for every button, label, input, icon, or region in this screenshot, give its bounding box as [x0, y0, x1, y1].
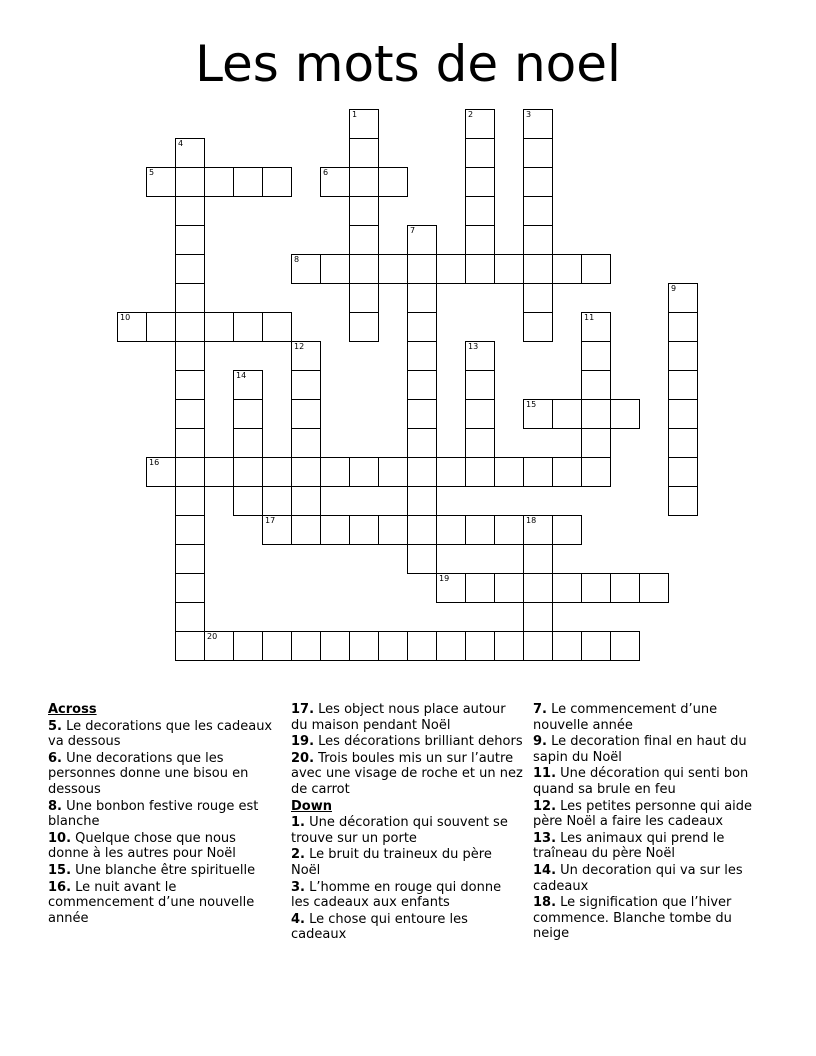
grid-cell[interactable] [407, 544, 437, 574]
grid-cell[interactable] [523, 312, 553, 342]
grid-cell[interactable] [465, 138, 495, 168]
grid-cell[interactable] [349, 312, 379, 342]
down-clue-12 [533, 799, 765, 830]
across-clue-16 [48, 880, 276, 927]
clue-text: Un decoration qui va sur les cadeaux [533, 862, 743, 894]
clues-column-2 [291, 702, 523, 944]
clue-label: 2. [291, 847, 305, 863]
down-clue-3 [291, 880, 523, 911]
clue-label: 1. [291, 815, 305, 831]
clue-text: Les animaux qui prend le traîneau du père Noël [533, 830, 725, 862]
down-clue-2 [291, 847, 523, 878]
grid-cell[interactable] [233, 370, 263, 400]
grid-cell[interactable] [291, 631, 321, 661]
grid-cell[interactable] [204, 631, 234, 661]
grid-cell[interactable] [465, 399, 495, 429]
grid-cell[interactable] [465, 225, 495, 255]
down-clue-1 [291, 815, 523, 846]
clue-text: Une blanche être spirituelle [71, 862, 256, 878]
clue-label: 18. [533, 895, 557, 911]
clue-label: 10. [48, 830, 72, 846]
grid-cell[interactable] [581, 631, 611, 661]
grid-cell[interactable] [175, 283, 205, 313]
grid-cell[interactable] [291, 428, 321, 458]
down-clue-18 [533, 895, 765, 942]
grid-cell[interactable] [668, 312, 698, 342]
grid-cell[interactable] [349, 138, 379, 168]
grid-cell[interactable] [465, 428, 495, 458]
grid-cell[interactable] [523, 225, 553, 255]
grid-cell[interactable] [407, 457, 437, 487]
grid-cell[interactable] [523, 167, 553, 197]
clue-label: 8. [48, 798, 62, 814]
clue-label: 5. [48, 718, 62, 734]
across-clue-20 [291, 751, 523, 798]
grid-cell[interactable] [581, 573, 611, 603]
grid-cell[interactable] [291, 254, 321, 284]
grid-cell[interactable] [552, 399, 582, 429]
grid-cell[interactable] [175, 341, 205, 371]
grid-cell[interactable] [262, 167, 292, 197]
clue-number-10: 10 [120, 313, 131, 322]
clue-label: 20. [291, 750, 315, 766]
grid-cell[interactable] [523, 573, 553, 603]
grid-cell[interactable] [581, 254, 611, 284]
grid-cell[interactable] [175, 312, 205, 342]
clue-label: 14. [533, 862, 557, 878]
grid-cell[interactable] [436, 457, 466, 487]
grid-cell[interactable] [378, 254, 408, 284]
clue-text: Les object nous place autour du maison pendant Noël [291, 702, 506, 733]
grid-cell[interactable] [523, 457, 553, 487]
grid-cell[interactable] [378, 515, 408, 545]
grid-cell[interactable] [233, 428, 263, 458]
grid-cell[interactable] [552, 457, 582, 487]
down-clue-11 [533, 766, 765, 797]
grid-cell[interactable] [175, 167, 205, 197]
down-clue-14 [533, 863, 765, 894]
grid-cell[interactable] [291, 399, 321, 429]
grid-cell[interactable] [436, 631, 466, 661]
grid-cell[interactable] [407, 631, 437, 661]
clue-label: 7. [533, 702, 547, 717]
grid-cell[interactable] [552, 515, 582, 545]
grid-cell[interactable] [465, 167, 495, 197]
clue-label: 19. [291, 734, 315, 750]
clue-text: Les décorations brilliant dehors [314, 734, 523, 750]
clue-number-15: 15 [526, 400, 537, 409]
across-heading: Across [48, 702, 97, 717]
grid-cell[interactable] [552, 631, 582, 661]
clue-number-4: 4 [178, 139, 184, 148]
grid-cell[interactable] [523, 283, 553, 313]
grid-cell[interactable] [175, 370, 205, 400]
grid-cell[interactable] [233, 312, 263, 342]
down-clue-7 [533, 702, 765, 733]
grid-cell[interactable] [494, 631, 524, 661]
grid-cell[interactable] [349, 254, 379, 284]
clue-text: Une decorations que les personnes donne une bisou en dessous [48, 750, 249, 797]
clue-number-2: 2 [468, 110, 474, 119]
grid-cell[interactable] [552, 573, 582, 603]
grid-cell[interactable] [291, 370, 321, 400]
across-clue-15 [48, 863, 276, 879]
grid-cell[interactable] [233, 167, 263, 197]
clue-number-16: 16 [149, 458, 160, 467]
grid-cell[interactable] [581, 399, 611, 429]
grid-cell[interactable] [494, 254, 524, 284]
grid-cell[interactable] [639, 573, 669, 603]
page-title: Les mots de noel [195, 35, 621, 93]
grid-cell[interactable] [175, 457, 205, 487]
grid-cell[interactable] [175, 631, 205, 661]
grid-cell[interactable] [117, 312, 147, 342]
grid-cell[interactable] [146, 457, 176, 487]
clue-text: Le decorations que les cadeaux va dessous [48, 718, 273, 750]
grid-cell[interactable] [175, 254, 205, 284]
grid-cell[interactable] [349, 283, 379, 313]
clue-text: Le signification que l’hiver commence. Blanche tombe du neige [533, 895, 732, 942]
across-clue-5 [48, 719, 276, 750]
grid-cell[interactable] [262, 631, 292, 661]
clue-number-8: 8 [294, 255, 300, 264]
grid-cell[interactable] [465, 573, 495, 603]
clue-number-11: 11 [584, 313, 595, 322]
clue-number-19: 19 [439, 574, 450, 583]
across-clue-17 [291, 702, 523, 733]
clue-number-6: 6 [323, 168, 329, 177]
grid-cell[interactable] [204, 167, 234, 197]
grid-cell[interactable] [668, 457, 698, 487]
clue-number-12: 12 [294, 342, 305, 351]
grid-cell[interactable] [465, 457, 495, 487]
clues-column-3 [533, 702, 765, 943]
grid-cell[interactable] [610, 631, 640, 661]
clue-label: 13. [533, 830, 557, 846]
grid-cell[interactable] [668, 370, 698, 400]
clue-number-9: 9 [671, 284, 677, 293]
clue-text: Les petites personne qui aide père Noël a faire les cadeaux [533, 798, 753, 830]
down-clue-13 [533, 831, 765, 862]
grid-cell[interactable] [291, 341, 321, 371]
clue-label: 16. [48, 879, 72, 895]
grid-cell[interactable] [436, 254, 466, 284]
grid-cell[interactable] [233, 457, 263, 487]
grid-cell[interactable] [175, 515, 205, 545]
grid-cell[interactable] [668, 399, 698, 429]
grid-cell[interactable] [436, 573, 466, 603]
grid-cell[interactable] [523, 602, 553, 632]
grid-cell[interactable] [378, 631, 408, 661]
clue-number-7: 7 [410, 226, 416, 235]
grid-cell[interactable] [349, 225, 379, 255]
grid-cell[interactable] [465, 196, 495, 226]
grid-cell[interactable] [581, 428, 611, 458]
grid-cell[interactable] [523, 109, 553, 139]
clue-label: 11. [533, 766, 557, 782]
grid-cell[interactable] [407, 428, 437, 458]
across-clue-10 [48, 831, 276, 862]
grid-cell[interactable] [552, 254, 582, 284]
clue-text: Le commencement d’une nouvelle année [533, 702, 718, 733]
clue-text: Le decoration final en haut du sapin du Noël [533, 734, 747, 765]
grid-cell[interactable] [349, 196, 379, 226]
grid-cell[interactable] [349, 631, 379, 661]
grid-cell[interactable] [494, 515, 524, 545]
grid-cell[interactable] [494, 457, 524, 487]
grid-cell[interactable] [320, 515, 350, 545]
grid-cell[interactable] [233, 399, 263, 429]
clue-text: L’homme en rouge qui donne les cadeaux aux enfants [291, 879, 502, 911]
grid-cell[interactable] [378, 167, 408, 197]
grid-cell[interactable] [407, 370, 437, 400]
grid-cell[interactable] [494, 573, 524, 603]
clues-column-1 [48, 702, 276, 927]
grid-cell[interactable] [523, 138, 553, 168]
grid-cell[interactable] [291, 457, 321, 487]
grid-cell[interactable] [262, 312, 292, 342]
grid-cell[interactable] [378, 457, 408, 487]
grid-cell[interactable] [407, 515, 437, 545]
clue-label: 12. [533, 798, 557, 814]
across-clue-8 [48, 799, 276, 830]
grid-cell[interactable] [146, 167, 176, 197]
grid-cell[interactable] [320, 631, 350, 661]
grid-cell[interactable] [523, 196, 553, 226]
clue-number-17: 17 [265, 516, 276, 525]
grid-cell[interactable] [320, 254, 350, 284]
grid-cell[interactable] [320, 457, 350, 487]
grid-cell[interactable] [465, 109, 495, 139]
grid-cell[interactable] [175, 196, 205, 226]
clue-number-14: 14 [236, 371, 247, 380]
grid-cell[interactable] [465, 515, 495, 545]
grid-cell[interactable] [668, 486, 698, 516]
grid-cell[interactable] [465, 370, 495, 400]
clue-text: Le bruit du traineux du père Noël [291, 847, 492, 878]
grid-cell[interactable] [407, 486, 437, 516]
grid-cell[interactable] [349, 167, 379, 197]
grid-cell[interactable] [610, 573, 640, 603]
grid-cell[interactable] [204, 457, 234, 487]
clue-label: 15. [48, 862, 72, 878]
clue-label: 4. [291, 911, 305, 927]
clue-number-5: 5 [149, 168, 155, 177]
clue-number-18: 18 [526, 516, 537, 525]
grid-cell[interactable] [581, 457, 611, 487]
grid-cell[interactable] [581, 370, 611, 400]
grid-cell[interactable] [523, 544, 553, 574]
grid-cell[interactable] [233, 631, 263, 661]
grid-cell[interactable] [465, 341, 495, 371]
grid-cell[interactable] [407, 341, 437, 371]
grid-cell[interactable] [175, 602, 205, 632]
grid-cell[interactable] [668, 341, 698, 371]
clue-number-13: 13 [468, 342, 479, 351]
grid-cell[interactable] [581, 341, 611, 371]
grid-cell[interactable] [175, 544, 205, 574]
across-clue-6 [48, 751, 276, 798]
clue-text: Trois boules mis un sur l’autre avec une visage de roche et un nez de carrot [291, 750, 523, 797]
grid-cell[interactable] [175, 225, 205, 255]
down-clue-9 [533, 734, 765, 765]
clue-label: 9. [533, 734, 547, 750]
clue-number-20: 20 [207, 632, 218, 641]
clue-number-3: 3 [526, 110, 532, 119]
grid-cell[interactable] [523, 254, 553, 284]
grid-cell[interactable] [407, 283, 437, 313]
grid-cell[interactable] [291, 515, 321, 545]
clue-text: Une décoration qui souvent se trouve sur un porte [291, 815, 508, 846]
grid-cell[interactable] [291, 486, 321, 516]
grid-cell[interactable] [175, 428, 205, 458]
clue-label: 6. [48, 750, 62, 766]
grid-cell[interactable] [407, 225, 437, 255]
grid-cell[interactable] [262, 515, 292, 545]
grid-cell[interactable] [523, 631, 553, 661]
grid-cell[interactable] [581, 312, 611, 342]
clue-text: Une décoration qui senti bon quand sa brule en feu [533, 766, 749, 797]
grid-cell[interactable] [262, 457, 292, 487]
grid-cell[interactable] [407, 399, 437, 429]
grid-cell[interactable] [349, 457, 379, 487]
grid-cell[interactable] [523, 399, 553, 429]
grid-cell[interactable] [204, 312, 234, 342]
grid-cell[interactable] [146, 312, 176, 342]
grid-cell[interactable] [175, 138, 205, 168]
grid-cell[interactable] [668, 428, 698, 458]
grid-cell[interactable] [320, 167, 350, 197]
grid-cell[interactable] [349, 515, 379, 545]
clue-text: Le nuit avant le commencement d’une nouvelle année [48, 879, 255, 926]
grid-cell[interactable] [610, 399, 640, 429]
grid-cell[interactable] [465, 254, 495, 284]
grid-cell[interactable] [668, 283, 698, 313]
down-heading: Down [291, 798, 332, 814]
across-clue-19 [291, 734, 523, 750]
clue-text: Le chose qui entoure les cadeaux [291, 911, 468, 943]
grid-cell[interactable] [175, 573, 205, 603]
clue-label: 17. [291, 702, 315, 717]
grid-cell[interactable] [407, 312, 437, 342]
grid-cell[interactable] [175, 399, 205, 429]
grid-cell[interactable] [465, 631, 495, 661]
down-clue-4 [291, 912, 523, 943]
clue-text: Une bonbon festive rouge est blanche [48, 798, 259, 830]
grid-cell[interactable] [523, 515, 553, 545]
grid-cell[interactable] [436, 515, 466, 545]
grid-cell[interactable] [233, 486, 263, 516]
clue-label: 3. [291, 879, 305, 895]
grid-cell[interactable] [175, 486, 205, 516]
clue-number-1: 1 [352, 110, 358, 119]
grid-cell[interactable] [407, 254, 437, 284]
clue-text: Quelque chose que nous donne à les autres pour Noël [48, 830, 236, 862]
grid-cell[interactable] [349, 109, 379, 139]
